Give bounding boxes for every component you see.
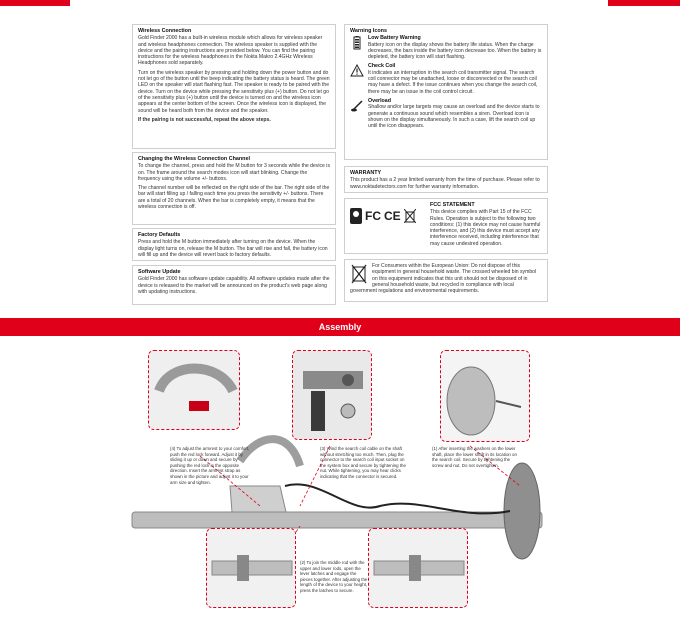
warning-icons-section (344, 24, 548, 160)
warning-text: It indicates an interruption in the search coil transmitter signal. The search coil connector may be unattached, loose or disconnected or the search coil may have a defect. If the issue continues when you change the search coil, there may be an issue in the coil control circuit. (368, 69, 538, 95)
paragraph: The channel number will be reflected on the right side of the bar. The right side of the bar will start filling up / falling each time you press the sensitivity +/- buttons. There are a total of 20 channels. When the bar is completely empty, it means that the wireless connection is off. (138, 185, 330, 211)
fc-logo: FC (365, 208, 381, 223)
paragraph: Turn on the wireless speaker by pressing and holding down the power button and do not let go of the button until the beep indicating the battery status is heard. The green LED on the speaker will start flashing fast. The speaker is ready to be paired with the device. Turn on the device while pressing the sensitivity plus (+) button. Do not let go of the sensitivity plus (+) button until the device is turned on and the wireless icon appears at the center bottom of the screen. Once the wireless icon is displayed, the sound will be heard both from the device and the speaker. (138, 69, 330, 114)
paragraph: To change the channel, press and hold the M button for 3 seconds while the device is on. The frame around the search modes icon will start blinking. Change the frequency using the volume +/- buttons. (138, 163, 330, 182)
warning-title: Check Coil (368, 63, 396, 70)
top-accent-left (0, 0, 70, 6)
section-title: Changing the Wireless Connection Channel (138, 156, 250, 162)
connector-photo (292, 350, 372, 440)
shaft (132, 512, 542, 528)
section-title: Factory Defaults (138, 232, 181, 238)
overload-icon (350, 99, 364, 113)
crossed-bin-icon (404, 209, 416, 223)
warning-title: Low Battery Warning (368, 35, 421, 42)
warning-text: Battery icon on the display shows the battery life status. When the charge decreases, the bars inside the battery icon decrease too. When the battery is depleted, the battery icon will start flashing. (368, 41, 542, 61)
overload-warning (350, 98, 542, 129)
low-battery-warning (350, 35, 542, 60)
coil-photo (440, 350, 530, 442)
top-accent-right (608, 0, 680, 6)
paragraph: Press and hold the M button immediately after turning on the device. When the display light turns on, release the M button. The bar will rise and fall, the battery icon will fill up and the device will revert back to factory defaults. (138, 239, 328, 258)
factory-defaults-section (132, 228, 336, 261)
warranty-section (344, 166, 548, 193)
assembly-step-3: (3) Wind the search coil cable on the shaft without stretching too much. Then, plug the connector to the search coil input socket on the system box and secure by tightening the nut. While tightening, you may hear clicks indicating that the connector is secured. (320, 446, 406, 479)
armrest-bracket (230, 486, 286, 512)
armrest-photo (148, 350, 240, 430)
paragraph: Gold Finder 2000 has software update capability. All software updates made after the device is released to the market will be announced on the product's web page along with updating instructions. (138, 276, 330, 295)
rod-join-photo (368, 528, 468, 608)
rohs-icon (350, 208, 362, 224)
assembly-title: Assembly (318, 322, 362, 332)
section-title: Wireless Connection (138, 28, 192, 34)
latch-photo (206, 528, 296, 608)
channel-section (132, 152, 336, 225)
warning-text: Shallow and/or large targets may cause an overload and the device starts to generate a continuous sound which resembles a siren. Overload icon is shown on the display simultaneously. In such a case, lift the search coil up until the icon disappears. (368, 104, 540, 130)
check-coil-warning (350, 63, 542, 94)
section-title: Warning Icons (350, 28, 387, 34)
paragraph: Gold Finder 2000 has a built-in wireless module which allows for wireless speaker and wireless headphones connection. The wireless speaker is supplied with the device and the pairing instructions are provided below. You can find the pairing instructions for the wireless headphones in the Nokta Makro 2.4GHz Wireless Headphones sold separately. (138, 35, 323, 67)
software-update-section (132, 265, 336, 305)
ce-logo: CE (384, 208, 401, 223)
paragraph: For Consumers within the European Union: Do not dispose of this equipment in general household waste. The crossed wheeled bin symbol on this equipment indicates that this unit should not be disposed of in general household waste, but recycled in compliance with local government regulations and environmental requirements. (350, 263, 537, 295)
section-title: WARRANTY (350, 170, 382, 176)
compliance-logos (350, 207, 420, 225)
assembly-step-2: (2) To join the middle rod with the upper and lower rods, open the lever latches and engage the pieces together. After adjusting the length of the device to your height, press the latches to secure. (300, 560, 368, 593)
assembly-step-1: (1) After inserting the washers on the lower shaft, place the lower shaft in its location on the search coil. Secure by tightening the screw and nut. Do not overtighten. (432, 446, 517, 468)
section-title: Software Update (138, 269, 181, 275)
paragraph: If the pairing is not successful, repeat the above steps. (138, 116, 271, 123)
paragraph: This device complies with Part 15 of the FCC Rules. Operation is subject to the following two conditions: (1) this device may not cause harmful interference, and (2) this device must accept any interference received, including interference that may cause undesired operation. (430, 209, 541, 247)
warning-triangle-icon (350, 64, 364, 78)
assembly-step-4: (4) To adjust the armrest to your comfort, push the red lock forward. Adjust it by sliding it up or down and secure by pushing the red lock in the opposite direction. Insert the armrest strap as shown in the picture and adjust it to your arm size and tighten. (170, 446, 250, 485)
crossed-bin-icon (350, 263, 368, 285)
warning-title: Overload (368, 97, 391, 104)
fcc-statement-section (344, 198, 548, 254)
coil-cable (285, 484, 510, 513)
wireless-connection-section (132, 24, 336, 149)
paragraph: This product has a 2 year limited warranty from the time of purchase. Please refer to www.noktadetectors.com for further warranty information. (350, 177, 540, 190)
weee-section (344, 259, 548, 302)
section-title: FCC STATEMENT (430, 202, 475, 208)
battery-icon (350, 36, 364, 50)
